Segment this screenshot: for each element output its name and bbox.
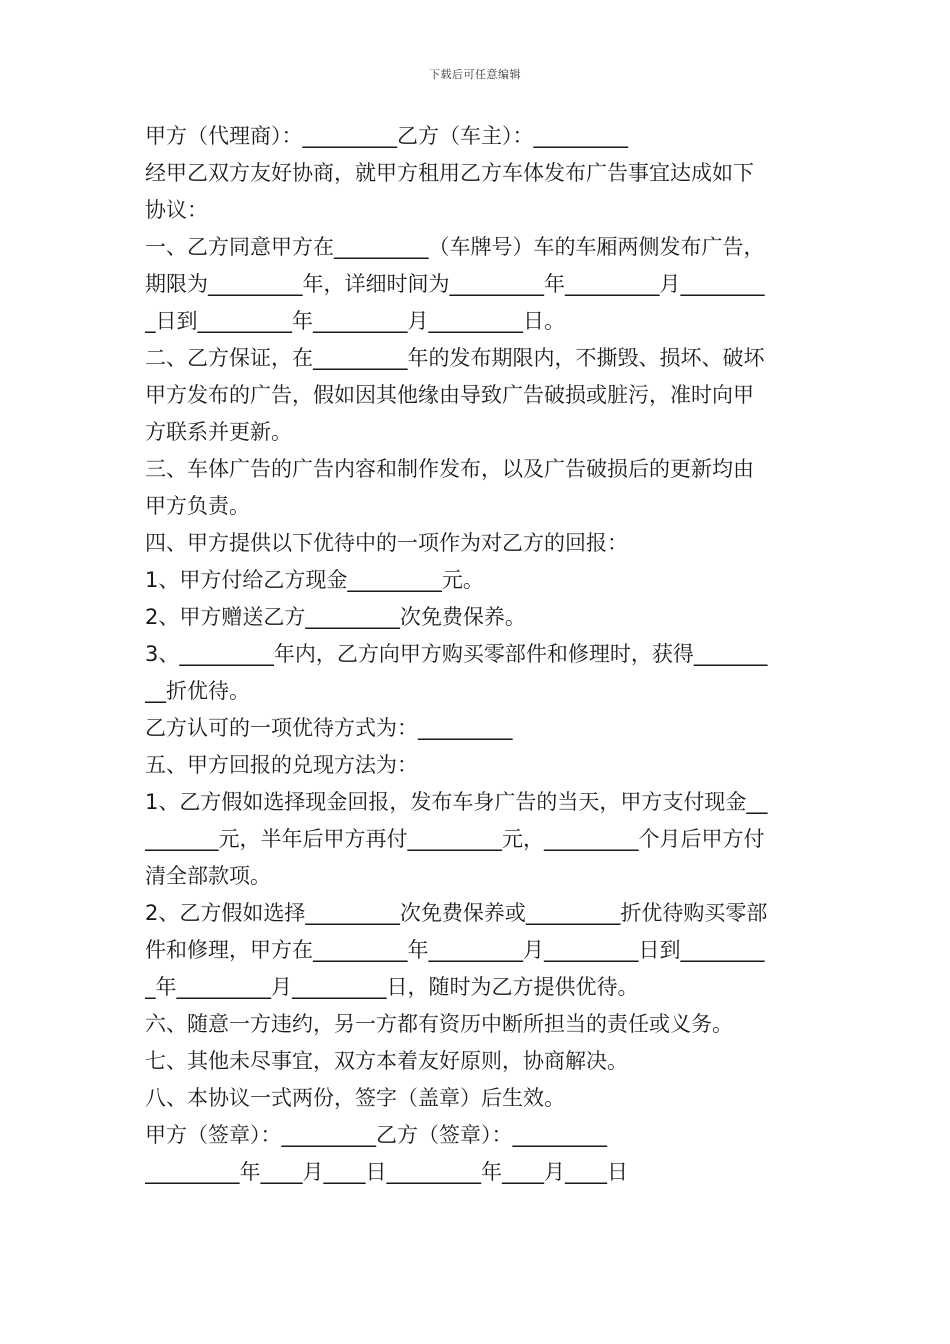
contract-line: 甲方发布的广告，假如因其他缘由导致广告破损或脏污，准时向甲	[145, 383, 754, 407]
contract-line: _________年____月____日_________年____月____日	[145, 1160, 628, 1184]
contract-line: 八、本协议一式两份，签字（盖章）后生效。	[145, 1086, 565, 1110]
contract-line: 方联系并更新。	[145, 420, 292, 444]
contract-line: 期限为_________年，详细时间为_________年_________月________	[145, 272, 765, 296]
contract-line: 1、甲方付给乙方现金_________元。	[145, 568, 484, 592]
header-note: 下载后可任意编辑	[429, 68, 521, 81]
contract-line: 1、乙方假如选择现金回报，发布车身广告的当天，甲方支付现金__	[145, 790, 768, 814]
contract-line: _日到_________年_________月_________日。	[145, 309, 565, 333]
contract-line: 甲方负责。	[145, 494, 250, 518]
contract-body	[145, 118, 810, 1191]
contract-line: _年_________月_________日，随时为乙方提供优待。	[145, 975, 639, 999]
contract-line: 件和修理，甲方在_________年_________月_________日到________	[145, 938, 765, 962]
contract-line: 甲方（代理商）：_________乙方（车主）：_________	[145, 124, 628, 148]
contract-line: 五、甲方回报的兑现方法为：	[145, 753, 418, 777]
contract-line: 乙方认可的一项优待方式为：_________	[145, 716, 513, 740]
contract-line: 三、车体广告的广告内容和制作发布，以及广告破损后的更新均由	[145, 457, 754, 481]
contract-line: 2、甲方赠送乙方_________次免费保养。	[145, 605, 526, 629]
contract-line: 一、乙方同意甲方在_________（车牌号）车的车厢两侧发布广告，	[145, 235, 765, 259]
contract-line: 经甲乙双方友好协商，就甲方租用乙方车体发布广告事宜达成如下	[145, 161, 754, 185]
contract-line: _______元，半年后甲方再付_________元，_________个月后甲方付	[145, 827, 765, 851]
contract-line: 二、乙方保证，在_________年的发布期限内，不撕毁、损坏、破坏	[145, 346, 765, 370]
contract-line: 清全部款项。	[145, 864, 271, 888]
contract-line: __折优待。	[145, 679, 250, 703]
contract-line: 3、_________年内，乙方向甲方购买零部件和修理时，获得_______	[145, 642, 768, 666]
contract-line: 七、其他未尽事宜，双方本着友好原则，协商解决。	[145, 1049, 628, 1073]
contract-line: 甲方（签章）：_________乙方（签章）：_________	[145, 1123, 607, 1147]
contract-line: 协议：	[145, 198, 208, 222]
contract-line: 2、乙方假如选择_________次免费保养或_________折优待购买零部	[145, 901, 768, 925]
contract-line: 六、随意一方违约，另一方都有资历中断所担当的责任或义务。	[145, 1012, 733, 1036]
contract-line: 四、甲方提供以下优待中的一项作为对乙方的回报：	[145, 531, 628, 555]
